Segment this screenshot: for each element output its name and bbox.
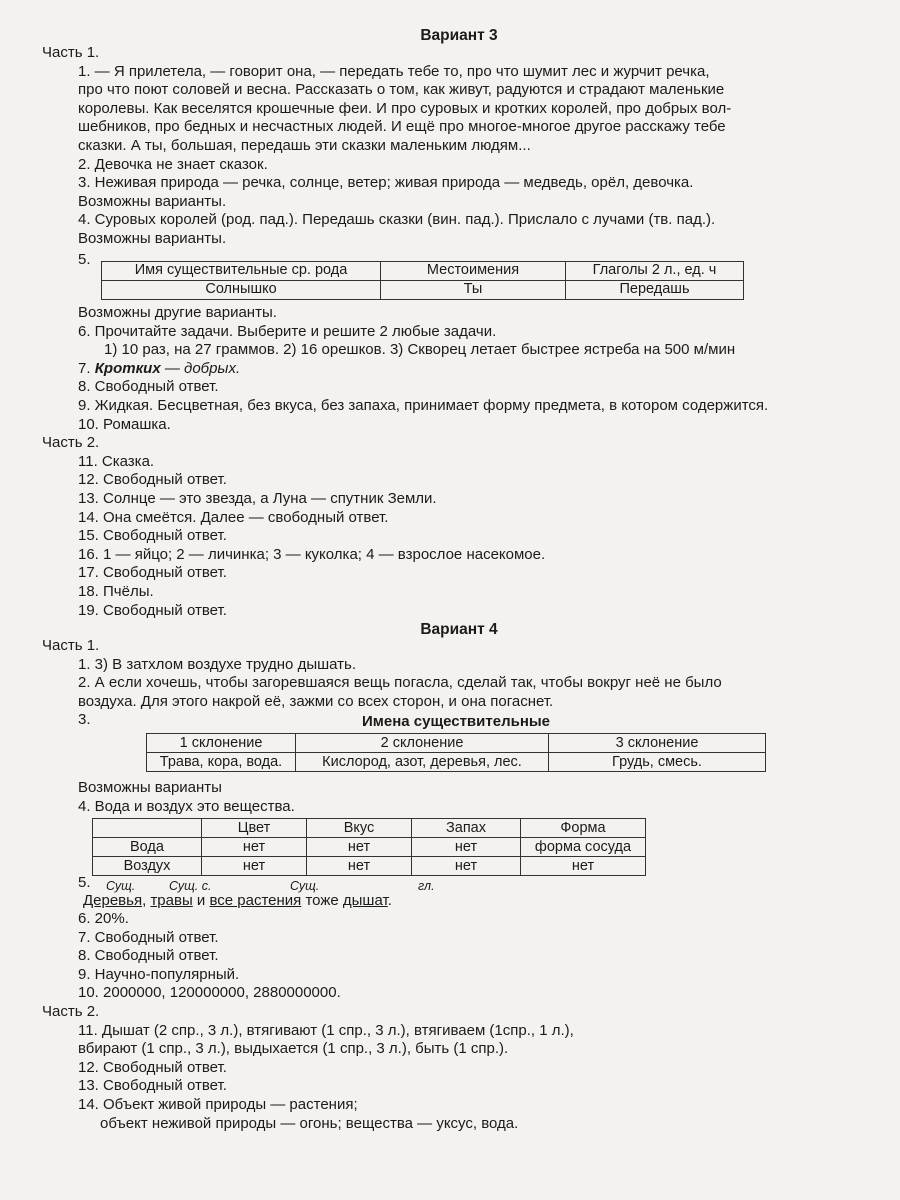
- v3-q2: 2. Девочка не знает сказок.: [78, 155, 268, 173]
- v4-q5-tag: гл.: [418, 879, 435, 893]
- v3-q5-number: 5.: [78, 250, 91, 268]
- variant-4-body: [0, 637, 900, 773]
- table-cell: Солнышко: [102, 280, 381, 299]
- table-cell: Вода: [93, 838, 202, 857]
- v4-q5-sep: ,: [142, 892, 151, 909]
- v4-q12: 12. Свободный ответ.: [78, 1058, 227, 1076]
- v3-q7: [0, 360, 900, 379]
- v3-q7-number: 7.: [78, 359, 91, 377]
- v4-q3-number: 3.: [78, 711, 91, 729]
- table-header-cell: Запах: [412, 819, 521, 838]
- table-cell: нет: [521, 857, 646, 876]
- v3-q4-note: Возможны варианты.: [78, 229, 227, 247]
- variant-3-title: Вариант 3: [420, 27, 498, 44]
- table-cell: Грудь, смесь.: [549, 753, 766, 772]
- v3-p2-item: 13. Солнце — это звезда, а Луна — спутник Земли.: [78, 489, 437, 507]
- v3-q1-line: королевы. Как веселятся крошечные феи. И про суровых и кротких королей, про добрых вол-: [78, 99, 732, 117]
- table-header-cell: 3 склонение: [549, 734, 766, 753]
- v4-q5-tag: Сущ.: [290, 879, 320, 893]
- table-header-cell: Цвет: [202, 819, 307, 838]
- v4-q3-table: [146, 733, 766, 772]
- v3-q1-line: шебников, про бедных и несчастных людей. И ещё про многое-многое другое расскажу тебе: [78, 118, 726, 136]
- v4-q3-table-title: Имена существительные: [361, 713, 551, 731]
- table-cell: форма сосуда: [521, 838, 646, 857]
- table-cell: нет: [307, 838, 412, 857]
- v4-q13: 13. Свободный ответ.: [78, 1077, 227, 1095]
- v3-part2-heading: Часть 2.: [42, 434, 100, 452]
- table-row: [147, 753, 766, 772]
- table-cell: нет: [202, 838, 307, 857]
- v4-q5-word: Деревья: [83, 892, 143, 909]
- v3-q7-word-bold: Кротких: [94, 359, 161, 377]
- v3-q4: 4. Суровых королей (род. пад.). Передашь сказки (вин. пад.). Прислало с лучами (тв. пад.).: [78, 211, 716, 229]
- v4-q5-end: .: [387, 892, 392, 909]
- table-cell: Кислород, азот, деревья, лес.: [296, 753, 549, 772]
- v4-q10: 10. 2000000, 120000000, 2880000000.: [78, 984, 341, 1002]
- table-header-cell: 2 склонение: [296, 734, 549, 753]
- v3-q1-line: сказки. А ты, большая, передашь эти сказки маленьким людям...: [78, 136, 531, 154]
- variant-4-body-end: [0, 910, 900, 1133]
- v4-q3-block: [0, 711, 900, 773]
- variant-3-body: [0, 44, 900, 297]
- v3-q3-note: Возможны варианты.: [78, 192, 227, 210]
- table-header-cell: 1 склонение: [147, 734, 296, 753]
- table-cell: нет: [202, 857, 307, 876]
- v4-q11-line: вбирают (1 спр., 3 л.), выдыхается (1 спр., 3 л.), быть (1 спр.).: [78, 1040, 509, 1058]
- v4-q3-note: Возможны варианты: [78, 779, 222, 796]
- v3-q3: 3. Неживая природа — речка, солнце, ветер; живая природа — медведь, орёл, девочка.: [78, 174, 694, 192]
- table-cell: нет: [412, 857, 521, 876]
- v4-q5-sep: и: [192, 892, 210, 909]
- v4-q5-number: 5.: [78, 874, 91, 891]
- table-row: [102, 261, 744, 280]
- v3-q7-word: — добрых.: [160, 359, 241, 377]
- v4-q6: 6. 20%.: [78, 910, 129, 927]
- v3-q6-answer: 1) 10 раз, на 27 граммов. 2) 16 орешков. 3) Скворец летает быстрее ястреба на 500 м/мин: [104, 341, 736, 359]
- table-row: [93, 857, 646, 876]
- v3-q1-line: 1. — Я прилетела, — говорит она, — передать тебе то, про что шумит лес и журчит речка,: [78, 62, 710, 80]
- table-cell: Передашь: [566, 280, 744, 299]
- v3-q6: 6. Прочитайте задачи. Выберите и решите 2 любые задачи.: [78, 322, 497, 340]
- v4-q14-line: 14. Объект живой природы — растения;: [78, 1095, 358, 1113]
- variant-3-body-continued: [0, 304, 900, 620]
- table-header-cell: Вкус: [307, 819, 412, 838]
- v4-q5-sentence: [83, 892, 392, 909]
- variant-3-section: [0, 27, 900, 45]
- table-row: [147, 734, 766, 753]
- v3-q10: 10. Ромашка.: [78, 415, 171, 433]
- v4-q4-table: [92, 818, 646, 876]
- v4-q9: 9. Научно-популярный.: [78, 965, 240, 983]
- table-row: [93, 819, 646, 838]
- v4-q5-sep: тоже: [301, 892, 343, 909]
- v4-q11-line: 11. Дышат (2 спр., 3 л.), втягивают (1 спр., 3 л.), втягиваем (1спр., 1 л.),: [78, 1021, 574, 1039]
- v4-part1-heading: Часть 1.: [42, 637, 100, 654]
- table-header-cell: Имя существительные ср. рода: [102, 261, 381, 280]
- v3-p2-item: 15. Свободный ответ.: [78, 527, 227, 545]
- v3-p2-item: 11. Сказка.: [78, 452, 155, 470]
- table-cell: Ты: [381, 280, 566, 299]
- v3-p2-item: 16. 1 — яйцо; 2 — личинка; 3 — куколка; 4 — взрослое насекомое.: [78, 545, 546, 563]
- v3-p2-item: 12. Свободный ответ.: [78, 471, 227, 489]
- v3-q5-block: [0, 249, 900, 297]
- v4-part2-heading: Часть 2.: [42, 1002, 100, 1020]
- v4-q5-word: все растения: [209, 892, 302, 909]
- v3-q8: 8. Свободный ответ.: [78, 378, 219, 396]
- v3-p2-item: 19. Свободный ответ.: [78, 601, 227, 619]
- variant-4-body-continued: [0, 779, 900, 816]
- v4-q8: 8. Свободный ответ.: [78, 947, 219, 965]
- v4-q5-word: дышат: [342, 892, 388, 909]
- v4-q7: 7. Свободный ответ.: [78, 928, 219, 946]
- v3-p2-item: 14. Она смеётся. Далее — свободный ответ.: [78, 508, 389, 526]
- v4-q4: 4. Вода и воздух это вещества.: [78, 797, 295, 815]
- v3-p2-item: 18. Пчёлы.: [78, 582, 154, 600]
- v3-q9: 9. Жидкая. Бесцветная, без вкуса, без запаха, принимает форму предмета, в котором содержится.: [78, 396, 769, 414]
- v3-part1-heading: Часть 1.: [42, 44, 100, 61]
- table-header-cell: Глаголы 2 л., ед. ч: [566, 261, 744, 280]
- v3-p2-item: 17. Свободный ответ.: [78, 564, 227, 582]
- table-cell: Трава, кора, вода.: [147, 753, 296, 772]
- table-cell: нет: [307, 857, 412, 876]
- table-header-cell: [93, 819, 202, 838]
- v3-q5-note: Возможны другие варианты.: [78, 304, 277, 321]
- table-header-cell: Местоимения: [381, 261, 566, 280]
- v3-q1-line: про что поют соловей и весна. Рассказать о том, как живут, радуются и страдают маленькие: [78, 81, 725, 99]
- table-header-cell: Форма: [521, 819, 646, 838]
- table-row: [102, 280, 744, 299]
- table-row: [93, 838, 646, 857]
- table-cell: Воздух: [93, 857, 202, 876]
- v4-q5-tag: Сущ. с.: [169, 879, 212, 893]
- v4-q5-tag: Сущ.: [106, 879, 136, 893]
- v4-q2-line: 2. А если хочешь, чтобы загоревшаяся вещь погасла, сделай так, чтобы вокруг неё не было: [78, 674, 722, 692]
- v4-q5-word: травы: [150, 892, 193, 909]
- table-cell: нет: [412, 838, 521, 857]
- v4-q14-line: объект неживой природы — огонь; вещества — уксус, вода.: [100, 1114, 519, 1132]
- variant-4-title: Вариант 4: [420, 621, 498, 638]
- v4-q2-line: воздуха. Для этого накрой её, зажми со всех сторон, и она погаснет.: [78, 692, 554, 710]
- v3-q5-table: [101, 261, 744, 300]
- v4-q1: 1. 3) В затхлом воздухе трудно дышать.: [78, 655, 356, 673]
